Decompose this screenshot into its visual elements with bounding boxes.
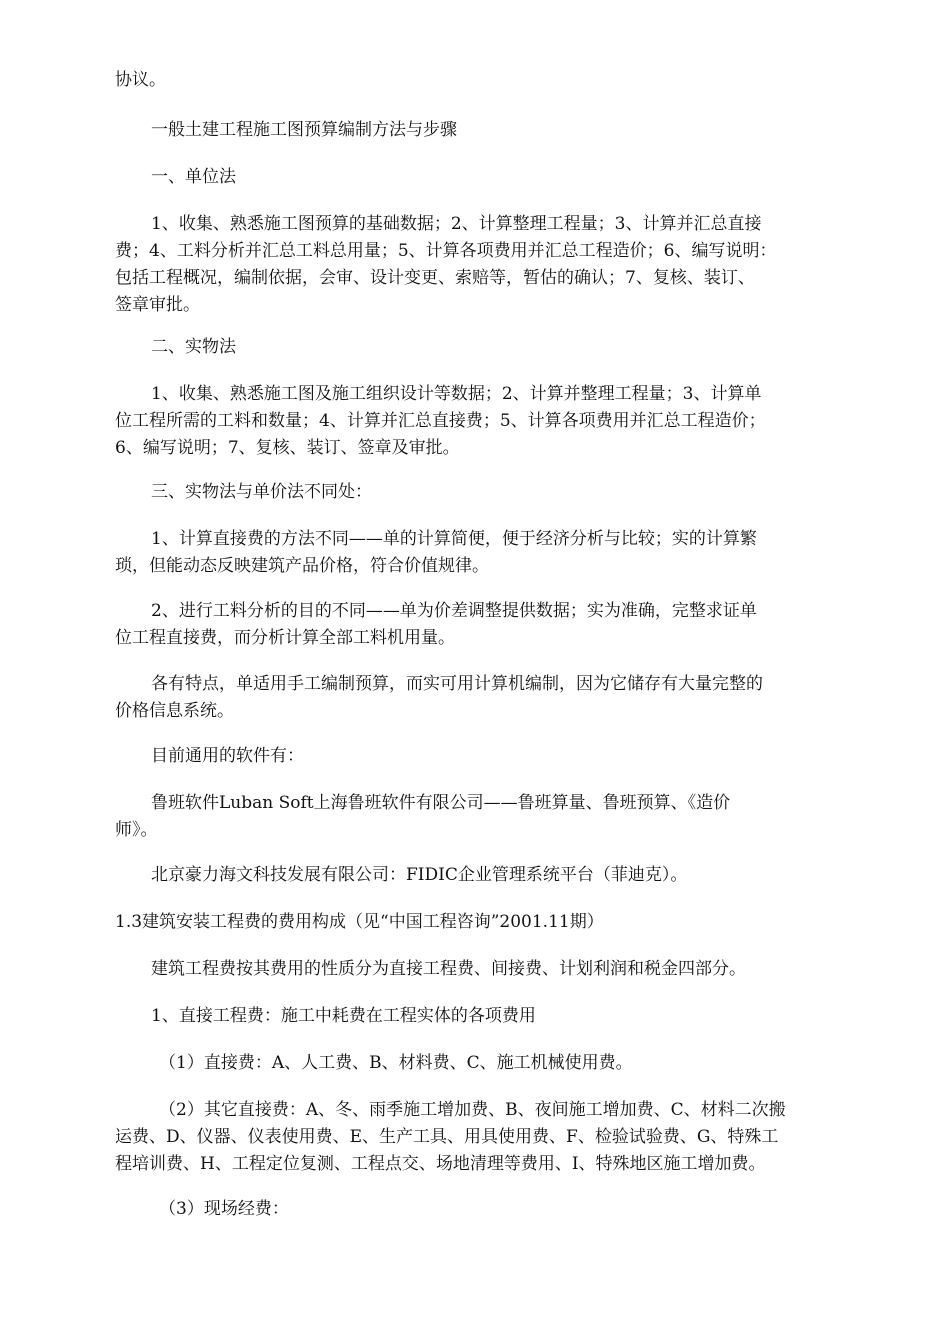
text-line: 位工程所需的工料和数量；4、计算并汇总直接费；5、计算各项费用并汇总工程造价； <box>115 411 766 431</box>
paragraph-difference-1 <box>115 526 835 580</box>
text-line: 鲁班软件Luban Soft上海鲁班软件有限公司——鲁班算量、鲁班预算、《造价 <box>151 793 731 813</box>
text-line: 1、收集、熟悉施工图及施工组织设计等数据；2、计算并整理工程量；3、计算单 <box>151 384 762 404</box>
paragraph-other-direct-cost <box>115 1097 835 1178</box>
text-line: 签章审批。 <box>115 295 200 315</box>
text-line: 运费、D、仪器、仪表使用费、E、生产工具、用具使用费、F、检验试验费、G、特殊工 <box>115 1127 779 1147</box>
paragraph-characteristics <box>115 671 835 725</box>
paragraph-site-expenses: （3）现场经费： <box>159 1199 289 1219</box>
paragraph-direct-cost: （1）直接费：A、人工费、B、材料费、C、施工机械使用费。 <box>159 1053 633 1073</box>
text-line: 6、编写说明；7、复核、装订、签章及审批。 <box>115 438 460 458</box>
paragraph-luban-software <box>115 790 835 844</box>
text-line: 各有特点，单适用手工编制预算，而实可用计算机编制，因为它储存有大量完整的 <box>151 674 763 694</box>
paragraph-software-intro: 目前通用的软件有： <box>151 746 304 766</box>
heading-unit-method: 一、单位法 <box>151 167 236 187</box>
paragraph-physical-method-steps <box>115 381 835 462</box>
text-line: （2）其它直接费：A、冬、雨季施工增加费、B、夜间施工增加费、C、材料二次搬 <box>159 1100 786 1120</box>
text-line: 包括工程概况，编制依据，会审、设计变更、索赔等，暂估的确认；7、复核、装订、 <box>115 268 755 288</box>
paragraph-agreement: 协议。 <box>115 70 166 90</box>
text-line: 1、计算直接费的方法不同——单的计算简便，便于经济分析与比较；实的计算繁 <box>151 529 757 549</box>
paragraph-unit-method-steps <box>115 211 835 319</box>
paragraph-cost-categories: 建筑工程费按其费用的性质分为直接工程费、间接费、计划利润和税金四部分。 <box>151 959 746 979</box>
text-line: 费；4、工料分析并汇总工料总用量；5、计算各项费用并汇总工程造价；6、编写说明： <box>115 241 777 261</box>
text-line: 师》。 <box>115 820 158 840</box>
text-line: 位工程直接费，而分析计算全部工料机用量。 <box>115 628 455 648</box>
text-line: 琐，但能动态反映建筑产品价格，符合价值规律。 <box>115 556 489 576</box>
text-line: 1、收集、熟悉施工图预算的基础数据；2、计算整理工程量；3、计算并汇总直接 <box>151 214 762 234</box>
text-line: 价格信息系统。 <box>115 701 234 721</box>
text-line: 程培训费、H、工程定位复测、工程点交、场地清理等费用、I、特殊地区施工增加费。 <box>115 1154 766 1174</box>
paragraph-fidic-software: 北京豪力海文科技发展有限公司：FIDIC企业管理系统平台（菲迪克）。 <box>151 865 688 885</box>
section-title: 一般土建工程施工图预算编制方法与步骤 <box>151 120 457 140</box>
heading-cost-composition: 1.3建筑安装工程费的费用构成（见“中国工程咨询”2001.11期） <box>115 912 604 932</box>
heading-physical-method: 二、实物法 <box>151 337 236 357</box>
paragraph-difference-2 <box>115 598 835 652</box>
text-line: 2、进行工料分析的目的不同——单为价差调整提供数据；实为准确，完整求证单 <box>151 601 757 621</box>
heading-differences: 三、实物法与单价法不同处： <box>151 482 372 502</box>
paragraph-direct-engineering-cost: 1、直接工程费：施工中耗费在工程实体的各项费用 <box>151 1006 536 1026</box>
